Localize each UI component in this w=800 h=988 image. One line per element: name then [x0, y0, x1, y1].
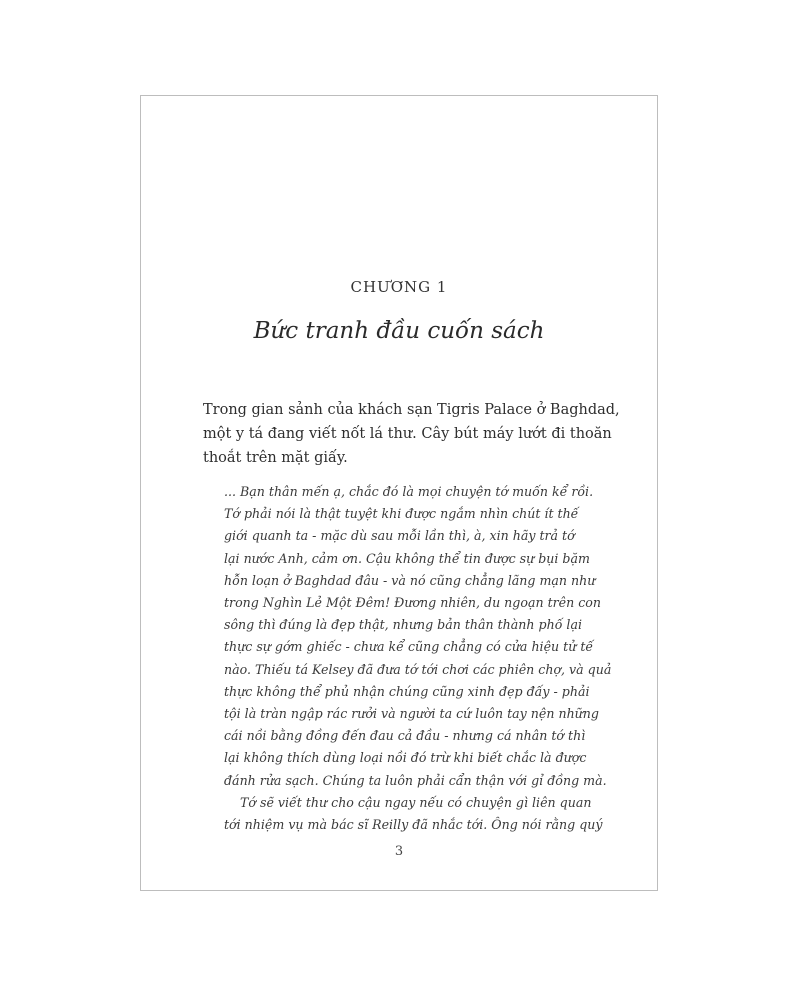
intro-line: thoắt trên mặt giấy.	[203, 450, 348, 466]
letter-line: tới nhiệm vụ mà bác sĩ Reilly đã nhắc tới. Ông nói rằng quý	[224, 817, 603, 833]
intro-line: một y tá đang viết nốt lá thư. Cây bút máy lướt đi thoăn	[203, 426, 612, 442]
letter-line: Tớ sẽ viết thư cho cậu ngay nếu có chuyện gì liên quan	[240, 794, 592, 810]
letter-excerpt	[224, 481, 612, 836]
letter-line: thực sự gớm ghiếc - chưa kể cũng chẳng có cửa hiệu tử tế	[224, 639, 594, 655]
chapter-title: Bức tranh đầu cuốn sách	[253, 318, 545, 344]
book-page	[140, 95, 658, 891]
letter-line: sông thì đúng là đẹp thật, nhưng bản thân thành phố lại	[224, 617, 582, 633]
letter-line: Tớ phải nói là thật tuyệt khi được ngắm nhìn chút ít thế	[224, 506, 579, 522]
letter-line: thực không thể phủ nhận chúng cũng xinh đẹp đấy - phải	[224, 683, 590, 699]
letter-line: giới quanh ta - mặc dù sau mỗi lần thì, à, xin hãy trả tớ	[224, 528, 575, 544]
chapter-label: CHƯƠNG 1	[350, 278, 448, 296]
letter-line: đánh rửa sạch. Chúng ta luôn phải cẩn thận với gỉ đồng mà.	[224, 772, 607, 788]
letter-line: cái nồi bằng đồng đến đau cả đầu - nhưng cá nhân tớ thì	[224, 728, 586, 744]
letter-line: ... Bạn thân mến ạ, chắc đó là mọi chuyện tớ muốn kể rồi.	[224, 484, 594, 499]
letter-line: lại không thích dùng loại nồi đó trừ khi biết chắc là được	[224, 750, 587, 766]
intro-paragraph	[203, 398, 620, 470]
letter-line: lại nước Anh, cảm ơn. Cậu không thể tin được sự bụi bặm	[224, 550, 590, 566]
page-number: 3	[394, 844, 404, 859]
letter-line: tội là tràn ngập rác rưởi và người ta cứ luôn tay nện những	[224, 706, 599, 722]
letter-line: nào. Thiếu tá Kelsey đã đưa tớ tới chơi các phiên chợ, và quả	[224, 661, 612, 677]
letter-line: trong Nghìn Lẻ Một Đêm! Đương nhiên, du ngoạn trên con	[224, 595, 601, 611]
intro-line: Trong gian sảnh của khách sạn Tigris Palace ở Baghdad,	[203, 402, 620, 418]
letter-line: hỗn loạn ở Baghdad đâu - và nó cũng chẳng lãng mạn như	[224, 572, 596, 588]
